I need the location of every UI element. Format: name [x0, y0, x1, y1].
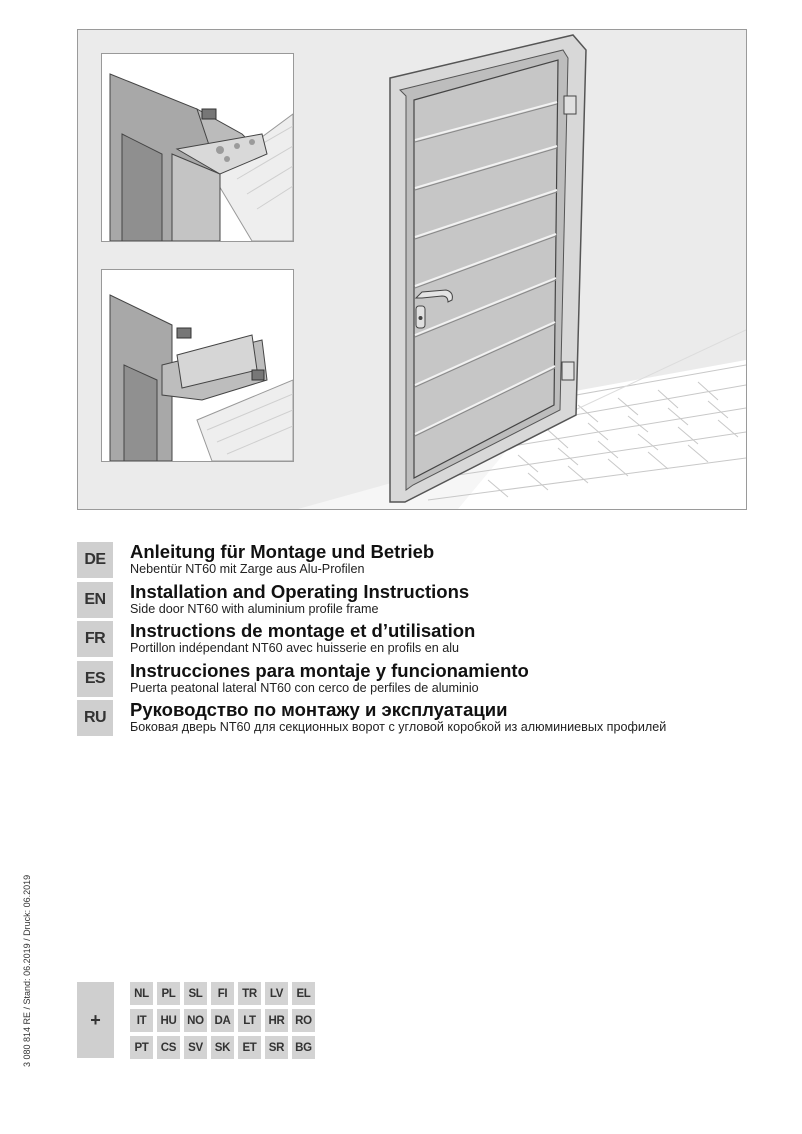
language-code-ro: RO	[292, 1009, 315, 1032]
language-code-badge: ES	[77, 661, 113, 697]
language-code-badge: DE	[77, 542, 113, 578]
title-row-en	[77, 581, 777, 617]
instructions-title: Installation and Operating Instructions	[130, 580, 470, 602]
language-code-bg: BG	[292, 1036, 315, 1059]
document-info: 3 080 814 RE / Stand: 06.2019 / Druck: 06.2019	[22, 874, 32, 1067]
language-code-it: IT	[130, 1009, 153, 1032]
language-code-fi: FI	[211, 982, 234, 1005]
instructions-subtitle: Боковая дверь NT60 для секционных ворот с угловой коробкой из алюминиевых профилей	[130, 720, 667, 734]
more-languages-plus: +	[77, 982, 114, 1058]
language-code-no: NO	[184, 1009, 207, 1032]
language-code-el: EL	[292, 982, 315, 1005]
language-code-tr: TR	[238, 982, 261, 1005]
frame-detail-bottom	[101, 269, 294, 462]
language-code-et: ET	[238, 1036, 261, 1059]
instructions-subtitle: Nebentür NT60 mit Zarge aus Alu-Profilen	[130, 562, 365, 576]
title-row-ru	[77, 699, 777, 735]
language-code-badge: FR	[77, 621, 113, 657]
instructions-title: Instructions de montage et d’utilisation	[130, 620, 476, 641]
language-code-hu: HU	[157, 1009, 180, 1032]
instructions-subtitle: Side door NT60 with aluminium profile frame	[130, 601, 379, 616]
language-code-da: DA	[211, 1009, 234, 1032]
instructions-title: Руководство по монтажу и эксплуатации	[130, 699, 508, 720]
language-code-sv: SV	[184, 1036, 207, 1059]
language-code-lv: LV	[265, 982, 288, 1005]
language-code-sk: SK	[211, 1036, 234, 1059]
profile-detail-icon	[102, 54, 293, 241]
title-row-es	[77, 660, 777, 696]
language-code-pl: PL	[157, 982, 180, 1005]
language-code-lt: LT	[238, 1009, 261, 1032]
frame-detail-top	[101, 53, 294, 242]
language-code-nl: NL	[130, 982, 153, 1005]
title-row-de	[77, 541, 777, 577]
instructions-title: Instrucciones para montaje y funcionamiento	[130, 659, 529, 681]
language-code-pt: PT	[130, 1036, 153, 1059]
more-languages-grid	[130, 982, 315, 1059]
language-code-sr: SR	[265, 1036, 288, 1059]
language-code-cs: CS	[157, 1036, 180, 1059]
language-code-hr: HR	[265, 1009, 288, 1032]
instructions-subtitle: Portillon indépendant NT60 avec huisserie en profils en alu	[130, 641, 460, 655]
instructions-title: Anleitung für Montage und Betrieb	[130, 541, 435, 562]
language-code-badge: EN	[77, 582, 113, 618]
language-code-badge: RU	[77, 700, 113, 736]
profile-detail-icon	[102, 270, 293, 461]
title-row-fr	[77, 620, 777, 656]
instructions-subtitle: Puerta peatonal lateral NT60 con cerco de perfiles de aluminio	[130, 680, 479, 695]
language-code-sl: SL	[184, 982, 207, 1005]
